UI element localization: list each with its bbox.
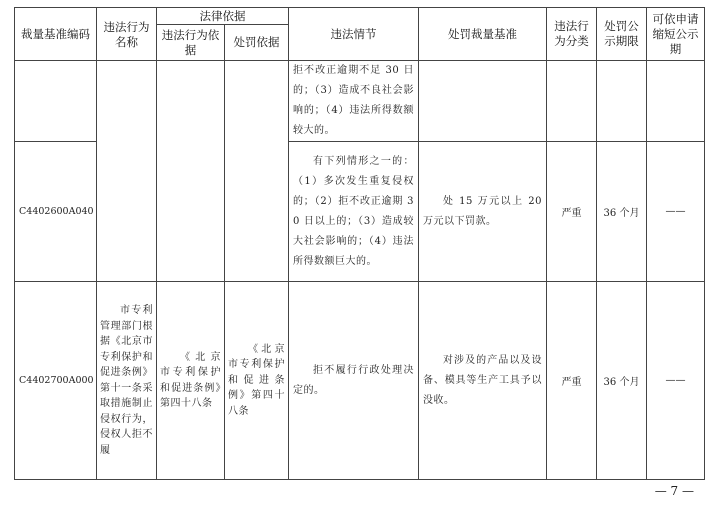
cell-code: C4402600A040 — [15, 142, 97, 282]
cell-circumstances: 拒不改正逾期不足 30 日的；（3）造成不良社会影响的；（4）违法所得数额较大的。 — [289, 61, 419, 142]
header-violation-basis: 违法行为依据 — [157, 25, 225, 61]
cell-code — [15, 61, 97, 142]
cell-category: 严重 — [547, 282, 597, 480]
table-row — [15, 282, 705, 480]
header-legal-basis: 法律依据 — [157, 8, 289, 25]
cell-category — [547, 61, 597, 142]
header-name: 违法行为名称 — [97, 8, 157, 61]
cell-publicity-period: 36 个月 — [597, 142, 647, 282]
cell-short-period: —— — [647, 142, 705, 282]
header-circumstances: 违法情节 — [289, 8, 419, 61]
cell-violation-basis-merged — [157, 61, 225, 282]
cell-code: C4402700A000 — [15, 282, 97, 480]
header-code: 裁量基准编码 — [15, 8, 97, 61]
cell-penalty-standard — [419, 61, 547, 142]
cell-circumstances: 有下列情形之一的：（1）多次发生重复侵权的；（2）拒不改正逾期 30 日以上的；（3）造成较大社会影响的；（4）违法所得数额巨大的。 — [289, 142, 419, 282]
header-publicity-period: 处罚公示期限 — [597, 8, 647, 61]
penalty-standards-table — [14, 7, 705, 480]
header-penalty-standard: 处罚裁量基准 — [419, 8, 547, 61]
header-category: 违法行为分类 — [547, 8, 597, 61]
cell-penalty-basis: 《北京市专利保护和促进条例》第四十八条 — [225, 282, 289, 480]
header-penalty-basis: 处罚依据 — [225, 25, 289, 61]
header-short-period: 可依申请缩短公示期 — [647, 8, 705, 61]
cell-circumstances: 拒不履行行政处理决定的。 — [289, 282, 419, 480]
cell-name-merged — [97, 61, 157, 282]
cell-penalty-standard: 处 15 万元以上 20 万元以下罚款。 — [419, 142, 547, 282]
page-number: — 7 — — [654, 484, 694, 498]
cell-short-period — [647, 61, 705, 142]
table-row — [15, 61, 705, 142]
cell-publicity-period — [597, 61, 647, 142]
cell-category: 严重 — [547, 142, 597, 282]
cell-penalty-basis-merged — [225, 61, 289, 282]
cell-name: 市专利管理部门根据《北京市专利保护和促进条例》第十一条采取措施制止侵权行为，侵权人拒不履 — [97, 282, 157, 480]
cell-short-period: —— — [647, 282, 705, 480]
cell-penalty-standard: 对涉及的产品以及设备、模具等生产工具予以没收。 — [419, 282, 547, 480]
cell-publicity-period: 36 个月 — [597, 282, 647, 480]
cell-violation-basis: 《北京市专利保护和促进条例》第四十八条 — [157, 282, 225, 480]
